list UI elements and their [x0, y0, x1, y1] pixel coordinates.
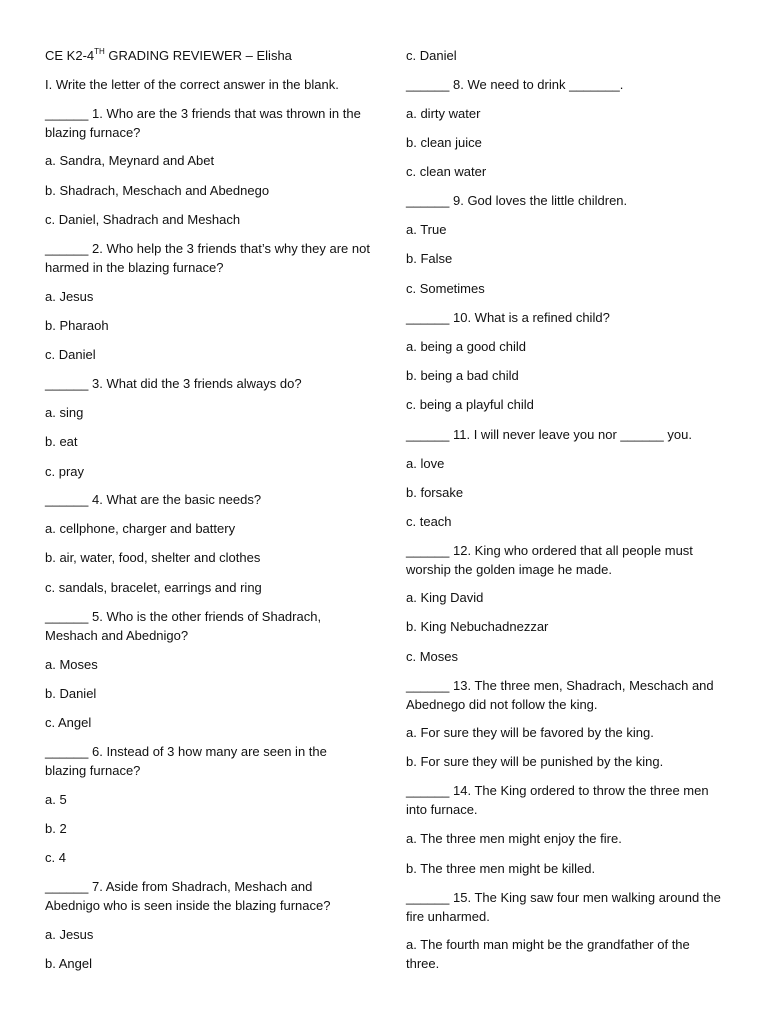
choice-14b: b. The three men might be killed. [406, 861, 596, 876]
question-12: ______ 12. King who ordered that all people must worship the golden image he made. [406, 543, 693, 577]
choice-11b: b. forsake [406, 485, 464, 500]
question-9: ______ 9. God loves the little children. [406, 193, 628, 208]
choice-11c: c. teach [406, 514, 452, 529]
choice-1a: a. Sandra, Meynard and Abet [45, 153, 215, 168]
choice-10a: a. being a good child [406, 339, 526, 354]
choice-5c: c. Angel [45, 715, 92, 730]
choice-8a: a. dirty water [406, 106, 481, 121]
choice-13b: b. For sure they will be punished by the king. [406, 754, 664, 769]
choice-7c: c. Daniel [406, 48, 457, 63]
question-6: ______ 6. Instead of 3 how many are seen in the blazing furnace? [45, 744, 327, 778]
choice-9b: b. False [406, 251, 453, 266]
choice-10c: c. being a playful child [406, 397, 534, 412]
choice-3c: c. pray [45, 464, 85, 479]
question-1: ______ 1. Who are the 3 friends that was thrown in the blazing furnace? [45, 106, 361, 140]
choice-6c: c. 4 [45, 850, 66, 865]
choice-2c: c. Daniel [45, 347, 96, 362]
choice-1c: c. Daniel, Shadrach and Meshach [45, 212, 241, 227]
choice-2b: b. Pharaoh [45, 318, 109, 333]
choice-3b: b. eat [45, 434, 78, 449]
question-13: ______ 13. The three men, Shadrach, Meschach and Abednego did not follow the king. [406, 678, 714, 712]
choice-4b: b. air, water, food, shelter and clothes [45, 550, 261, 565]
choice-7b: b. Angel [45, 956, 92, 971]
choice-12b: b. King Nebuchadnezzar [406, 619, 549, 634]
question-2: ______ 2. Who help the 3 friends that’s why they are not harmed in the blazing furnace? [45, 241, 370, 275]
choice-1b: b. Shadrach, Meschach and Abednego [45, 183, 270, 198]
choice-4a: a. cellphone, charger and battery [45, 521, 236, 536]
question-15: ______ 15. The King saw four men walking around the fire unharmed. [406, 890, 721, 924]
choice-10b: b. being a bad child [406, 368, 519, 383]
choice-12c: c. Moses [406, 649, 459, 664]
choice-14a: a. The three men might enjoy the fire. [406, 831, 622, 846]
choice-8b: b. clean juice [406, 135, 482, 150]
question-4: ______ 4. What are the basic needs? [45, 492, 262, 507]
choice-4c: c. sandals, bracelet, earrings and ring [45, 580, 262, 595]
choice-13a: a. For sure they will be favored by the king. [406, 725, 654, 740]
choice-8c: c. clean water [406, 164, 487, 179]
choice-3a: a. sing [45, 405, 84, 420]
instruction: I. Write the letter of the correct answer in the blank. [45, 77, 339, 92]
choice-6a: a. 5 [45, 792, 67, 807]
choice-11a: a. love [406, 456, 445, 471]
choice-12a: a. King David [406, 590, 484, 605]
choice-5a: a. Moses [45, 657, 98, 672]
question-10: ______ 10. What is a refined child? [406, 310, 610, 325]
question-11: ______ 11. I will never leave you nor ______ you. [406, 427, 692, 442]
choice-9a: a. True [406, 222, 447, 237]
question-8: ______ 8. We need to drink _______. [406, 77, 624, 92]
choice-6b: b. 2 [45, 821, 67, 836]
question-7: ______ 7. Aside from Shadrach, Meshach and Abednigo who is seen inside the blazing furnace? [45, 879, 331, 913]
choice-2a: a. Jesus [45, 289, 94, 304]
question-14: ______ 14. The King ordered to throw the three men into furnace. [406, 783, 709, 817]
choice-9c: c. Sometimes [406, 281, 485, 296]
page-title: CE K2-4TH GRADING REVIEWER – Elisha [45, 46, 292, 63]
choice-7a: a. Jesus [45, 927, 94, 942]
question-5: ______ 5. Who is the other friends of Shadrach, Meshach and Abednigo? [45, 609, 322, 643]
choice-15a: a. The fourth man might be the grandfather of the three. [406, 937, 690, 971]
choice-5b: b. Daniel [45, 686, 97, 701]
question-3: ______ 3. What did the 3 friends always do? [45, 376, 302, 391]
